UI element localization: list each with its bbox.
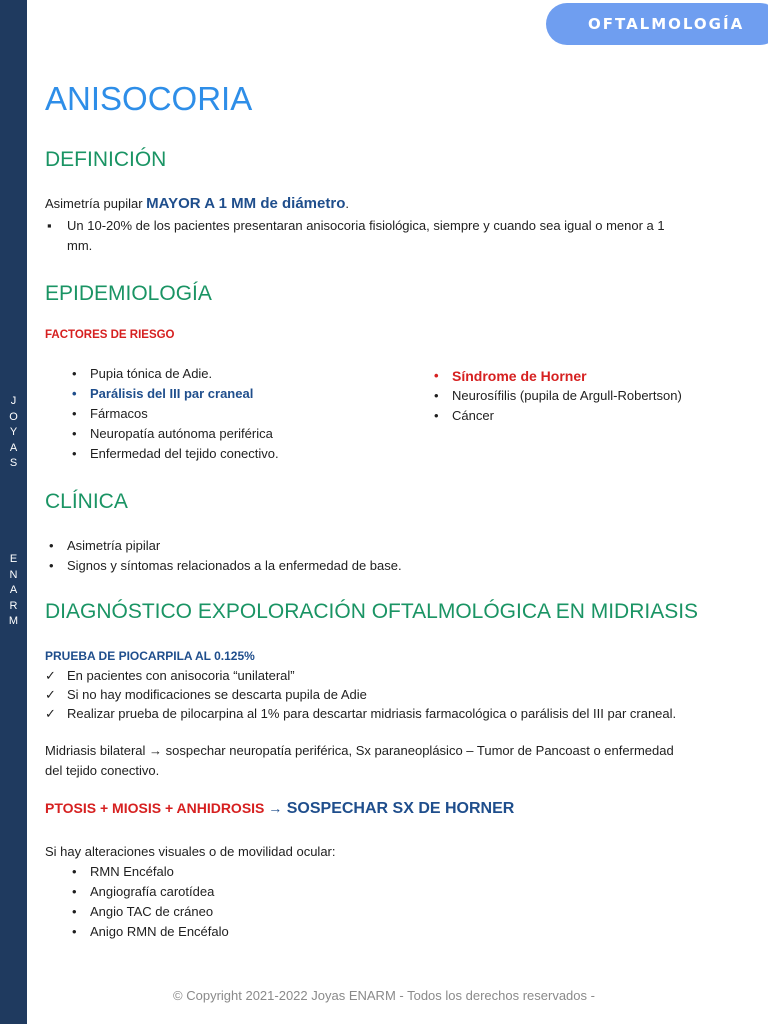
- definicion-bullet-line1: Un 10-20% de los pacientes presentaran anisocoria fisiológica, siempre y cuando sea igual o menor a 1: [67, 218, 665, 233]
- sidebar-letter: M: [8, 615, 19, 627]
- list-item: • Angiografía carotídea: [68, 882, 229, 902]
- arrow-icon: →: [268, 800, 283, 816]
- heading-diagnostico: DIAGNÓSTICO EXPOLORACIÓN OFTALMOLÓGICA EN MIDRIASIS: [45, 600, 699, 623]
- definicion-suffix: .: [345, 196, 349, 211]
- list-item: • Síndrome de Horner: [430, 366, 682, 386]
- sidebar-letter: A: [9, 441, 18, 454]
- definicion-bullet-line2: mm.: [67, 238, 93, 253]
- list-item: • Neuropatía autónoma periférica: [68, 424, 279, 444]
- clinica-list: [45, 536, 402, 576]
- heading-definicion: DEFINICIÓN: [45, 148, 167, 171]
- list-item: • Parálisis del III par craneal: [68, 384, 279, 404]
- list-item: • Fármacos: [68, 404, 279, 424]
- bilateral-line1: sospechar neuropatía periférica, Sx paraneoplásico – Tumor de Pancoast o enfermedad: [162, 743, 674, 758]
- sidebar-letter: E: [9, 553, 18, 565]
- arrow-icon: →: [149, 743, 163, 758]
- heading-clinica: CLÍNICA: [45, 490, 128, 513]
- bilateral-line2: del tejido conectivo.: [45, 763, 160, 778]
- sidebar-letter: J: [10, 395, 17, 407]
- list-item: • Neurosífilis (pupila de Argull-Robertson): [430, 386, 682, 406]
- alteraciones-text: Si hay alteraciones visuales o de movilidad ocular:: [45, 844, 336, 859]
- definicion-list: [45, 216, 665, 256]
- definicion-strong: MAYOR A 1 MM de diámetro: [146, 195, 346, 212]
- bilateral-prefix: Midriasis bilateral: [45, 743, 150, 758]
- sidebar-letter: R: [9, 599, 18, 612]
- subheading-prueba: PRUEBA DE PIOCARPILA AL 0.125%: [45, 649, 255, 663]
- sidebar-letter: A: [9, 584, 18, 596]
- section-badge: OFTALMOLOGÍA: [546, 3, 768, 45]
- list-item: • Anigo RMN de Encéfalo: [68, 922, 229, 942]
- horner-suspect: SOSPECHAR SX DE HORNER: [282, 800, 515, 817]
- risk-factors-right: [430, 366, 682, 426]
- definicion-prefix: Asimetría pupilar: [45, 196, 147, 211]
- list-item: • Angio TAC de cráneo: [68, 902, 229, 922]
- horner-signs: PTOSIS + MIOSIS + ANHIDROSIS: [45, 800, 269, 816]
- diagnostico-checks: [45, 666, 676, 723]
- list-item: • RMN Encéfalo: [68, 862, 229, 882]
- list-item: • Pupia tónica de Adie.: [68, 364, 279, 384]
- risk-factors-left: [68, 364, 279, 464]
- page-title: ANISOCORIA: [45, 80, 253, 117]
- copyright-footer: © Copyright 2021-2022 Joyas ENARM - Todos los derechos reservados -: [173, 988, 595, 1003]
- heading-epidemiologia: EPIDEMIOLOGÍA: [45, 282, 212, 305]
- sidebar-letter: S: [9, 457, 18, 469]
- sidebar-letter: N: [9, 568, 18, 581]
- sidebar-letter: Y: [9, 426, 18, 438]
- subheading-factores-riesgo: FACTORES DE RIESGO: [45, 329, 175, 341]
- sidebar-label-enarm: [0, 552, 27, 630]
- sidebar: [0, 0, 27, 1024]
- sidebar-letter: O: [9, 410, 18, 423]
- list-item: [45, 216, 665, 256]
- horner-statement: [45, 800, 514, 818]
- definicion-text: [45, 194, 349, 214]
- list-item: • Cáncer: [430, 406, 682, 426]
- list-item: • Enfermedad del tejido conectivo.: [68, 444, 279, 464]
- sidebar-label-joyas: [0, 394, 27, 472]
- list-item: ✓ En pacientes con anisocoria “unilateral”: [45, 666, 676, 685]
- bilateral-text: [45, 741, 674, 781]
- list-item: • Asimetría pipilar: [45, 536, 402, 556]
- list-item: • Signos y síntomas relacionados a la enfermedad de base.: [45, 556, 402, 576]
- estudios-list: [68, 862, 229, 942]
- list-item: ✓ Realizar prueba de pilocarpina al 1% para descartar midriasis farmacológica o parálisis del III par craneal.: [45, 704, 676, 723]
- list-item: ✓ Si no hay modificaciones se descarta pupila de Adie: [45, 685, 676, 704]
